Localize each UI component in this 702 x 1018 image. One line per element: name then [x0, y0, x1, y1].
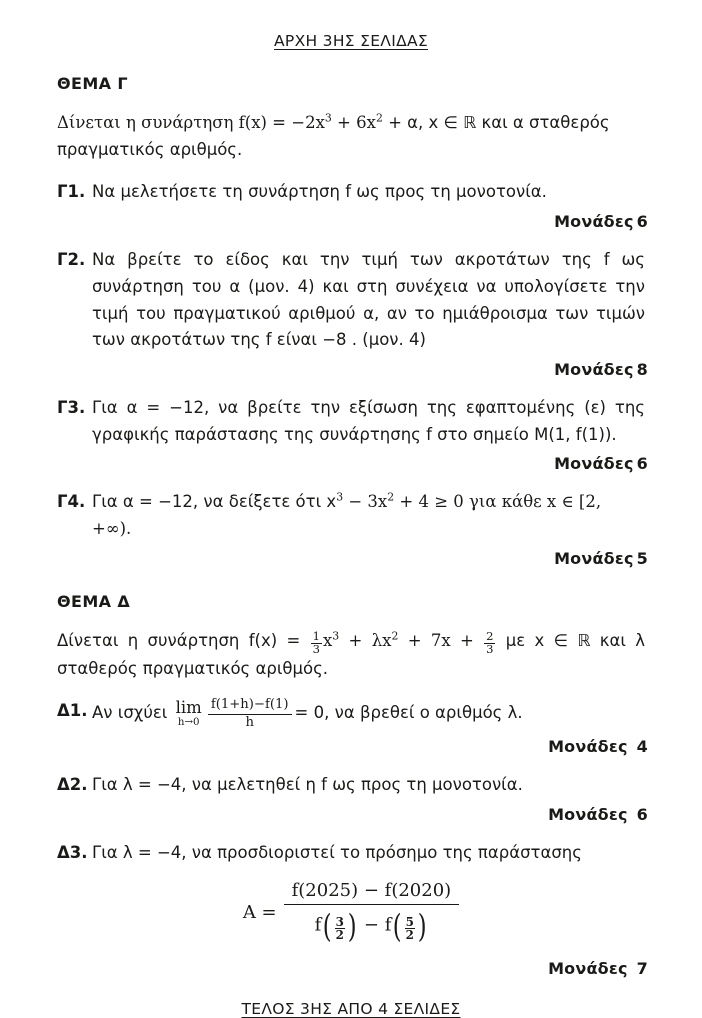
question-g4-part1: Για α = −12, να δείξετε ότι x — [92, 492, 337, 512]
difference-quotient — [208, 698, 292, 731]
page-footer — [0, 1000, 702, 1018]
question-d1-label: Δ1. — [57, 701, 88, 721]
question-g2-text: Να βρείτε το είδος και την τιμή των ακροτάτων της f ως συνάρτηση του α (μον. 4) και στη συνέχεια να υπολογίσετε την τιμή του πραγματικού αριθμού α, αν το ημιάθροισμα των τιμών των ακροτάτων της f είναι −8 . (μον. 4) — [92, 250, 645, 350]
question-g1-label: Γ1. — [57, 182, 86, 202]
units-g1-value: 6 — [636, 212, 648, 232]
paren-close-2: ) — [417, 909, 427, 946]
units-d1 — [0, 737, 648, 756]
theme-g-intro-prefix: Δίνεται η συνάρτηση f(x) = −2x — [57, 113, 325, 132]
theme-g-intro-suffix: + α, x ∈ ℝ και α σταθερός πραγματικός αριθμός. — [57, 113, 610, 159]
question-d2-label: Δ2. — [57, 775, 88, 794]
theme-d-intro-fraction-one-third — [311, 628, 322, 656]
units-g1 — [0, 212, 648, 231]
denominator-minus: − — [363, 915, 379, 937]
expression-A-formula — [0, 880, 702, 945]
units-d2-label: Μονάδες — [548, 804, 628, 824]
question-d3 — [57, 840, 645, 867]
quotient-denominator: h — [208, 714, 292, 731]
question-g3-text: Για α = −12, να βρείτε την εξίσωση της εφαπτομένης (ε) της γραφικής παράστασης της συνάρτησης f στο σημείο M(1, f(1)). — [92, 398, 645, 444]
theme-d-intro-prefix: Δίνεται η συνάρτηση f(x) = — [57, 630, 310, 650]
theme-d-intro-exp1: 3 — [332, 629, 340, 643]
question-g4-exp1: 3 — [336, 490, 344, 504]
theme-d-intro-fraction-two-thirds — [484, 628, 495, 656]
formula-lhs: A = — [242, 902, 277, 924]
units-d3-value: 7 — [636, 959, 648, 979]
paren-open-2: ( — [393, 909, 402, 946]
theme-d-intro-mid3: + 7x + — [398, 630, 484, 650]
units-d1-value: 4 — [636, 737, 648, 756]
theme-d-intro — [57, 628, 645, 683]
theme-d-intro-mid2: + λx — [339, 630, 392, 650]
units-g3-value: 6 — [636, 454, 648, 474]
theme-d-intro-mid1: x — [322, 630, 333, 650]
question-d3-text: Για λ = −4, να προσδιοριστεί το πρόσημο της παράστασης — [92, 842, 582, 862]
units-g2 — [0, 360, 648, 379]
fraction-numerator: 2 — [486, 628, 494, 643]
units-g4-label: Μονάδες — [554, 548, 634, 568]
units-g4 — [0, 549, 648, 568]
question-d1-lead: Αν ισχύει — [92, 703, 168, 723]
page-footer-text: ΤΕΛΟΣ 3ΗΣ ΑΠΟ 4 ΣΕΛΙΔΕΣ — [241, 1000, 461, 1018]
question-g4-part3: + 4 ≥ 0 για κάθε x ∈ [2, +∞). — [92, 492, 602, 539]
theme-d-intro-suffix: με x ∈ ℝ και λ σταθερός πραγματικός αριθμός. — [57, 630, 645, 678]
fraction-numerator: 3 — [335, 914, 344, 929]
question-g1-text: Να μελετήσετε τη συνάρτηση f ως προς τη μονοτονία. — [92, 182, 547, 202]
question-g4-part2: − 3x — [343, 492, 388, 512]
question-d2-text: Για λ = −4, να μελετηθεί η f ως προς τη μονοτονία. — [92, 775, 523, 794]
question-g4 — [57, 489, 645, 542]
fraction-numerator: 1 — [312, 628, 320, 643]
fraction-five-halves — [405, 916, 415, 942]
limit-label: lim — [175, 698, 202, 718]
question-d1-text — [92, 698, 645, 731]
formula-denominator — [284, 904, 460, 945]
question-g4-label: Γ4. — [57, 492, 86, 512]
theme-d-intro-exp2: 2 — [391, 629, 399, 643]
denominator-f2: f — [384, 915, 392, 937]
theme-g-intro-exp1: 3 — [324, 111, 332, 125]
fraction-denominator: 2 — [405, 928, 414, 943]
fraction-denominator: 3 — [312, 641, 320, 656]
question-g2 — [57, 247, 645, 354]
paren-open-1: ( — [322, 909, 332, 946]
units-g1-label: Μονάδες — [554, 212, 634, 232]
theme-g-intro-exp2: 2 — [375, 111, 383, 125]
question-g4-text — [92, 489, 645, 542]
page-header-text: ΑΡΧΗ 3ΗΣ ΣΕΛΙΔΑΣ — [274, 32, 428, 50]
question-g2-label: Γ2. — [57, 250, 86, 270]
question-g4-exp2: 2 — [387, 490, 395, 504]
fraction-denominator: 2 — [335, 928, 344, 943]
units-d2 — [0, 805, 648, 824]
paren-close-1: ) — [347, 909, 357, 946]
formula-fraction — [284, 880, 460, 945]
units-d3 — [0, 959, 648, 978]
theme-g-title: ΘΕΜΑ Γ — [57, 74, 129, 93]
units-g3 — [0, 454, 648, 473]
fraction-numerator: 5 — [405, 914, 414, 929]
units-d1-label: Μονάδες — [548, 737, 628, 756]
units-d3-label: Μονάδες — [548, 959, 628, 979]
question-d1-tail: = 0, να βρεθεί ο αριθμός λ. — [294, 703, 523, 723]
units-d2-value: 6 — [636, 804, 648, 824]
theme-d-title: ΘΕΜΑ Δ — [57, 591, 131, 611]
question-g3-label: Γ3. — [57, 398, 86, 418]
limit-operator — [176, 700, 202, 728]
fraction-three-halves — [335, 916, 345, 942]
question-d3-label: Δ3. — [57, 842, 88, 862]
fraction-denominator: 3 — [486, 641, 494, 656]
theme-g-intro-mid: + 6x — [331, 113, 376, 132]
quotient-numerator: f(1+h)−f(1) — [210, 697, 289, 713]
limit-subscript: h→0 — [177, 716, 200, 728]
question-d1 — [57, 698, 645, 731]
page-header — [0, 0, 702, 50]
formula-numerator: f(2025) − f(2020) — [291, 880, 452, 902]
units-g2-value: 8 — [636, 360, 648, 380]
units-g3-label: Μονάδες — [554, 454, 634, 474]
theme-g-intro — [57, 110, 645, 163]
question-g1 — [57, 179, 645, 206]
units-g4-value: 5 — [636, 548, 648, 568]
question-g3 — [57, 395, 645, 448]
units-g2-label: Μονάδες — [554, 360, 634, 380]
question-d2 — [57, 772, 645, 799]
denominator-f1: f — [314, 915, 322, 937]
